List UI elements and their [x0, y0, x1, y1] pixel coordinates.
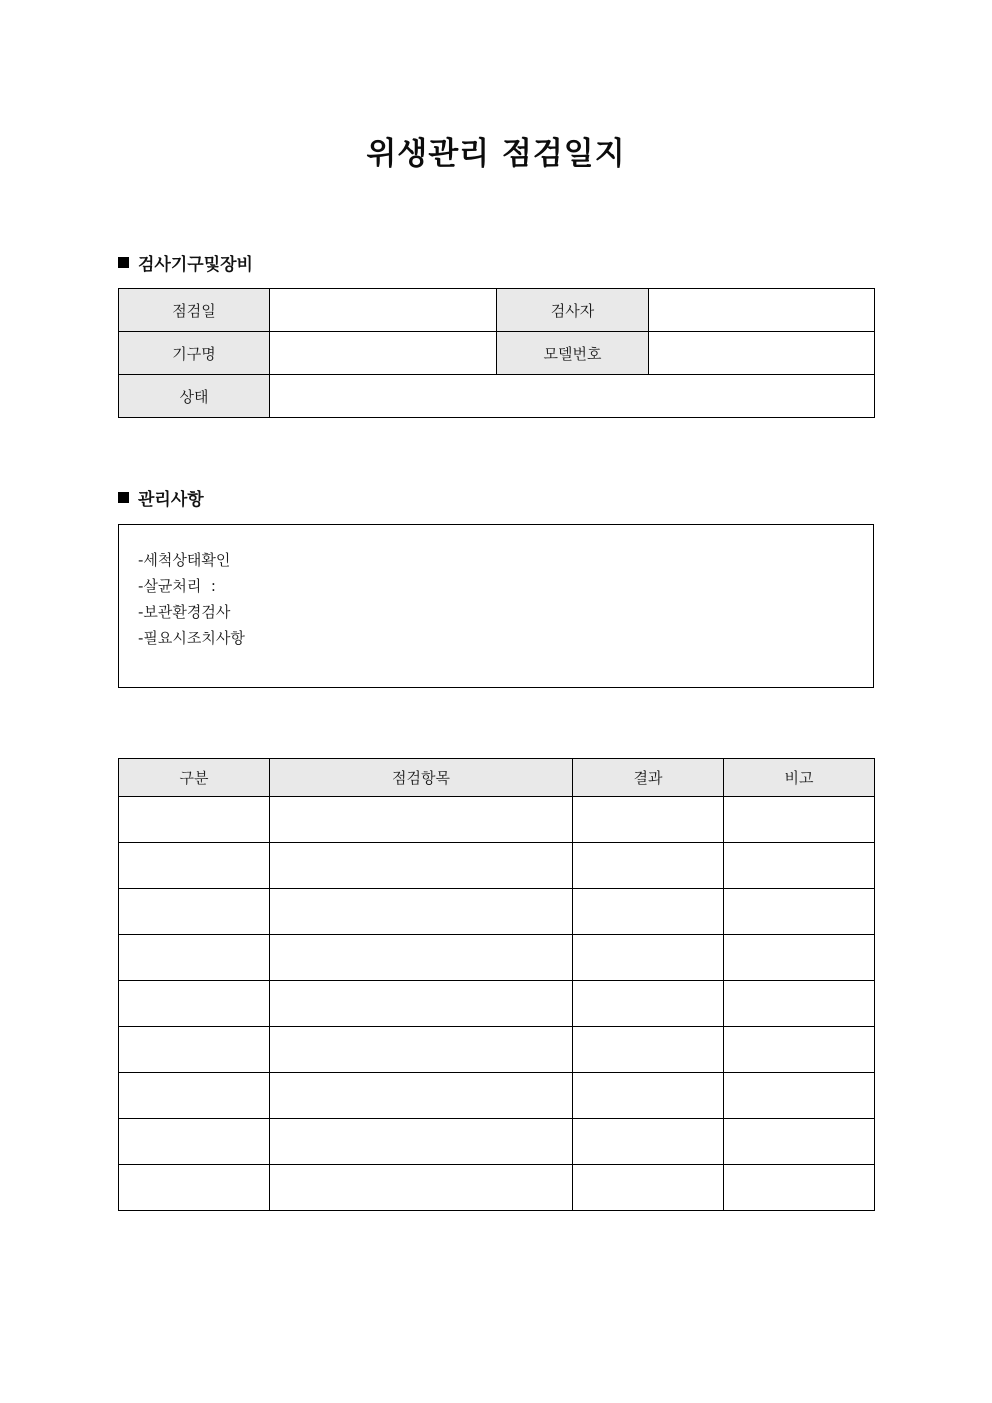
column-header-gubun: 구분: [119, 759, 270, 797]
cell-result[interactable]: [573, 843, 724, 889]
table-row: [119, 289, 875, 332]
cell-gubun[interactable]: [119, 981, 270, 1027]
cell-item[interactable]: [270, 889, 573, 935]
list-item: -필요시조치사항: [138, 629, 245, 647]
column-header-remark: 비고: [724, 759, 875, 797]
cell-gubun[interactable]: [119, 1027, 270, 1073]
cell-remark[interactable]: [724, 797, 875, 843]
table-row: [119, 332, 875, 375]
cell-gubun[interactable]: [119, 1073, 270, 1119]
equipment-info-table: [118, 288, 875, 418]
list-item: -세척상태확인: [138, 551, 231, 569]
cell-remark[interactable]: [724, 1165, 875, 1211]
field-label-inspection-date: 점검일: [119, 289, 270, 332]
cell-item[interactable]: [270, 1073, 573, 1119]
checklist-table: [118, 758, 875, 1211]
field-value-model-number[interactable]: [649, 332, 875, 375]
cell-result[interactable]: [573, 889, 724, 935]
cell-gubun[interactable]: [119, 1165, 270, 1211]
field-label-inspector: 검사자: [497, 289, 649, 332]
table-row: [119, 889, 875, 935]
table-row: [119, 375, 875, 418]
table-header-row: [119, 759, 875, 797]
section-heading-management-label: 관리사항: [138, 490, 204, 510]
table-row: [119, 981, 875, 1027]
cell-gubun[interactable]: [119, 843, 270, 889]
cell-item[interactable]: [270, 797, 573, 843]
cell-result[interactable]: [573, 1073, 724, 1119]
cell-remark[interactable]: [724, 843, 875, 889]
cell-remark[interactable]: [724, 1119, 875, 1165]
cell-result[interactable]: [573, 1027, 724, 1073]
cell-item[interactable]: [270, 981, 573, 1027]
section-heading-equipment: [118, 250, 253, 275]
list-item: -보관환경검사: [138, 603, 231, 621]
checklist-body: [119, 797, 875, 1211]
cell-remark[interactable]: [724, 935, 875, 981]
cell-item[interactable]: [270, 843, 573, 889]
cell-item[interactable]: [270, 935, 573, 981]
table-row: [119, 1027, 875, 1073]
cell-result[interactable]: [573, 935, 724, 981]
cell-result[interactable]: [573, 981, 724, 1027]
management-notes-list: [119, 525, 873, 651]
column-header-item: 점검항목: [270, 759, 573, 797]
table-row: [119, 1119, 875, 1165]
section-heading-management: [118, 485, 204, 510]
cell-gubun[interactable]: [119, 935, 270, 981]
field-label-instrument-name: 기구명: [119, 332, 270, 375]
table-row: [119, 1165, 875, 1211]
column-header-result: 결과: [573, 759, 724, 797]
cell-remark[interactable]: [724, 1073, 875, 1119]
field-value-instrument-name[interactable]: [270, 332, 497, 375]
cell-remark[interactable]: [724, 981, 875, 1027]
list-item: -살균처리 :: [138, 577, 216, 595]
cell-gubun[interactable]: [119, 889, 270, 935]
cell-remark[interactable]: [724, 1027, 875, 1073]
cell-gubun[interactable]: [119, 797, 270, 843]
cell-item[interactable]: [270, 1165, 573, 1211]
cell-item[interactable]: [270, 1027, 573, 1073]
management-notes-box[interactable]: [118, 524, 874, 688]
field-value-inspection-date[interactable]: [270, 289, 497, 332]
cell-result[interactable]: [573, 1165, 724, 1211]
cell-gubun[interactable]: [119, 1119, 270, 1165]
cell-result[interactable]: [573, 797, 724, 843]
field-value-inspector[interactable]: [649, 289, 875, 332]
cell-result[interactable]: [573, 1119, 724, 1165]
cell-item[interactable]: [270, 1119, 573, 1165]
field-value-status[interactable]: [270, 375, 875, 418]
field-label-model-number: 모델번호: [497, 332, 649, 375]
table-row: [119, 1073, 875, 1119]
table-row: [119, 797, 875, 843]
table-row: [119, 843, 875, 889]
cell-remark[interactable]: [724, 889, 875, 935]
black-square-bullet-icon: [118, 257, 129, 268]
table-row: [119, 935, 875, 981]
page-title: 위생관리 점검일지: [366, 136, 626, 172]
field-label-status: 상태: [119, 375, 270, 418]
section-heading-equipment-label: 검사기구및장비: [138, 255, 253, 275]
black-square-bullet-icon: [118, 492, 129, 503]
